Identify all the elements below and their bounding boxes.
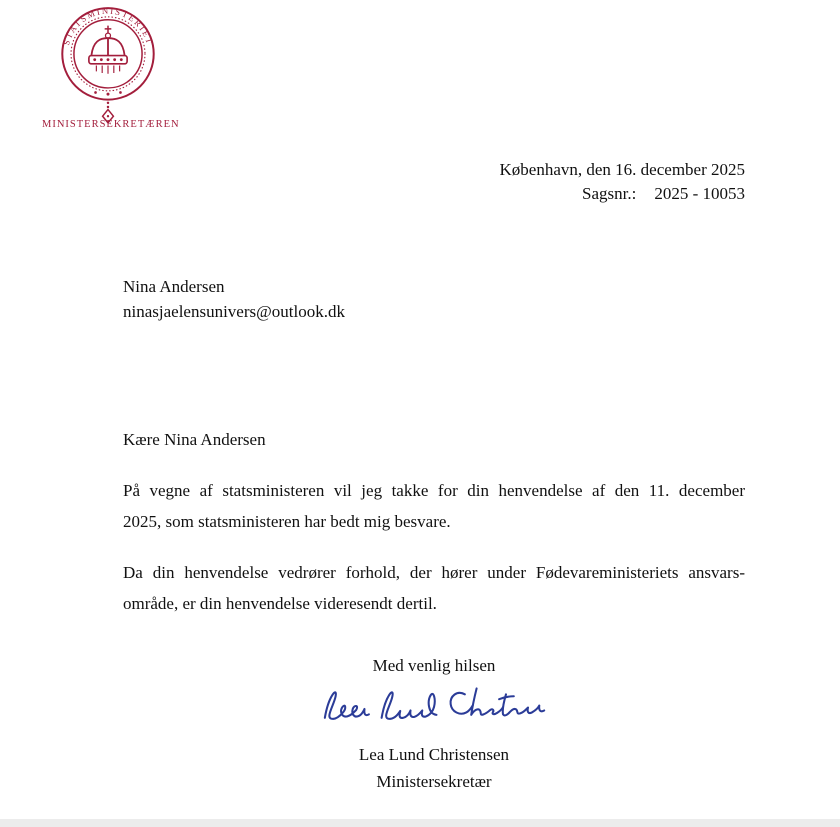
paragraph-1: [123, 475, 745, 537]
seal-text: STATSMINISTERIET: [61, 5, 155, 47]
letter-meta: [500, 158, 745, 206]
page-edge-strip: [0, 819, 840, 827]
paragraph-2: [123, 557, 745, 619]
recipient-email: ninasjaelensunivers@outlook.dk: [123, 302, 345, 321]
salutation: Kære Nina Andersen: [123, 430, 266, 449]
department-label: MINISTERSEKRETÆREN: [42, 119, 180, 130]
case-line: [500, 182, 745, 206]
place-date: København, den 16. december 2025: [499, 160, 745, 179]
text-line: område, er din henvendelse videresendt dertil.: [123, 594, 437, 613]
letterhead: [42, 4, 180, 130]
valediction: Med venlig hilsen: [372, 656, 496, 675]
text-line: På vegne af statsministeren vil jeg takke for din henvendelse af den 11. december: [123, 481, 745, 500]
statsministeriet-crest-icon: [58, 4, 158, 127]
closing-block: [123, 650, 745, 795]
case-label: Sagsnr.:: [582, 184, 637, 203]
letter-body: [123, 424, 745, 619]
signer-title: Ministersekretær: [376, 772, 492, 791]
recipient-name: Nina Andersen: [123, 277, 225, 296]
case-number: 2025 - 10053: [654, 184, 745, 203]
text-line: 2025, som statsministeren har bedt mig besvare.: [123, 512, 451, 531]
recipient-block: [123, 274, 345, 324]
text-line: Da din henvendelse vedrører forhold, der hører under Fødevareministeriets ansvars-: [123, 563, 745, 582]
signer-name: Lea Lund Christensen: [358, 745, 510, 764]
handwritten-signature: [317, 683, 552, 735]
